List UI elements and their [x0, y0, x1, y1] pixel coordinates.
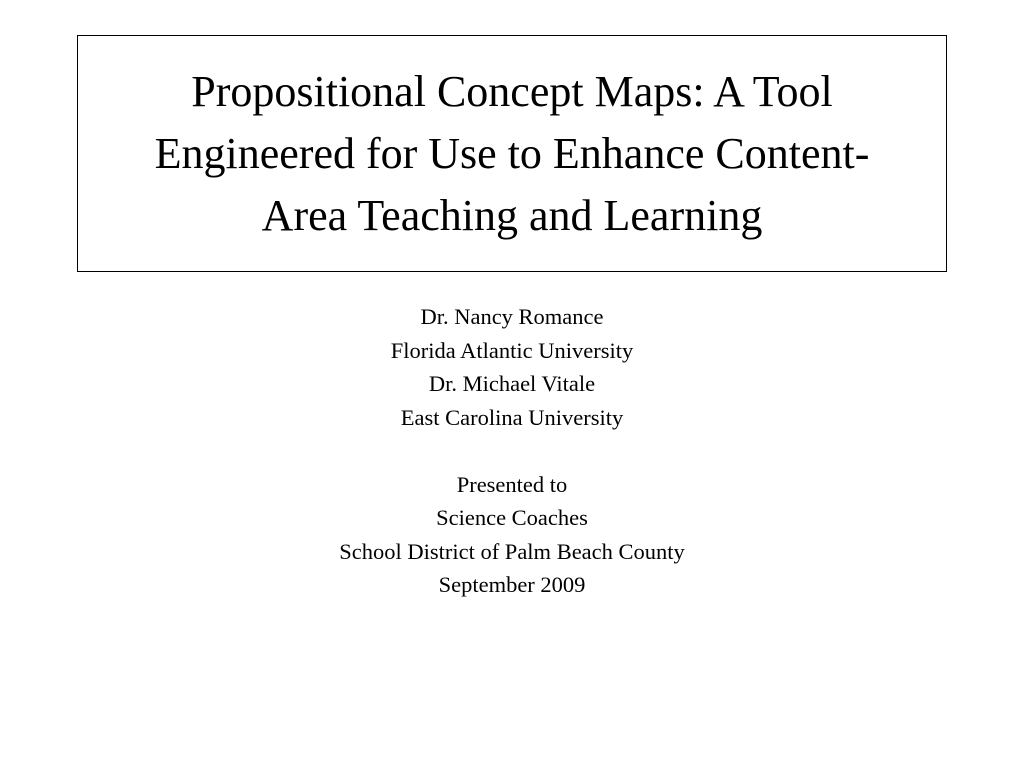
organization: School District of Palm Beach County: [339, 538, 685, 564]
author-affiliation: Florida Atlantic University: [390, 337, 634, 363]
title-line: Area Teaching and Learning: [261, 190, 763, 240]
presented-to-label: Presented to: [456, 471, 568, 497]
audience: Science Coaches: [436, 505, 588, 530]
title-box: [77, 35, 947, 272]
author-affiliation: East Carolina University: [400, 404, 624, 430]
slide-body: [0, 300, 1024, 602]
slide-title: [155, 61, 870, 247]
author-name: Dr. Michael Vitale: [428, 371, 596, 396]
title-line: Propositional Concept Maps: A Tool: [191, 66, 833, 116]
author-name: Dr. Nancy Romance: [420, 304, 604, 329]
presentation-date: September 2009: [438, 572, 586, 597]
title-line: Engineered for Use to Enhance Content-: [154, 128, 870, 178]
